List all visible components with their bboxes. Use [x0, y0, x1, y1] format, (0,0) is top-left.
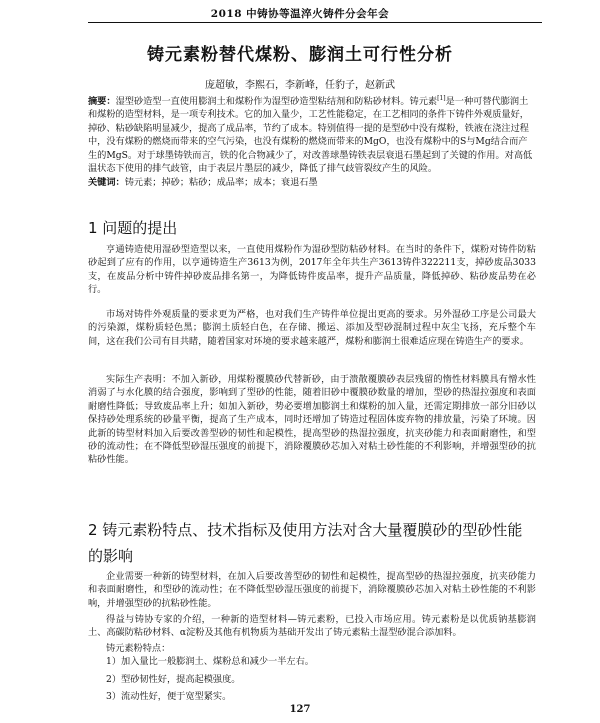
list-item: 1）加入量比一般膨润土、煤粉总和减少一半左右。 [106, 656, 314, 667]
list-item: 2）型砂韧性好，提高起模强度。 [106, 673, 241, 685]
article-title: 铸元素粉替代煤粉、膨润土可行性分析 [147, 45, 453, 65]
keywords-label: 关键词： [88, 176, 125, 188]
section-1-paragraph-1: 亨通铸造使用湿砂型造型以来，一直使用煤粉作为湿砂型防粘砂材料。在当时的条件下，煤粉对铸件防粘砂起到了应有的作用，以亨通铸造生产3613为例，2017年全年共生产3613铸件322211支，掉砂废品3033支，在废品分析中铸件掉砂废品排名第一，为降低铸件废品率，提升产品质量，降低掉砂、粘砂废品势在必行。 [88, 244, 536, 296]
header-rule [88, 22, 542, 23]
running-head: 2018 中铸协等温淬火铸件分会年会 [210, 8, 390, 20]
abstract-text-rest: 是一种可替代膨润土和煤粉的造型材料，是一项专利技术。它的加入量少，工艺性能稳定，在工艺相同的条件下铸件外观质量好，掉砂、粘砂缺陷明显减少，提高了成品率，节约了成本。特别值得一提的是型砂中没有煤粉，铁液在浇注过程中，没有煤粉的燃烧而带来的空气污染，也没有煤粉的燃烧而带来的MgO，也没有煤粉中的S与Mg结合而产生的MgS。对于球墨铸铁而言，铁的化合物减少了，对改善球墨铸铁表层衰退石墨起到了关键的作用。对高低温状态下使用的排气歧管，由于表层片墨层的减少，降低了排气歧管裂纹产生的风险。 [88, 96, 533, 175]
section-1-paragraph-3: 实际生产表明：不加入新砂，用煤粉覆膜砂代替新砂，由于溃散覆膜砂表层残留的惰性材料膜具有憎水性消弱了与水化膜的结合强度，影响到了型砂的性能，随着旧砂中覆膜砂数量的增加，型砂的热湿拉强度和表面耐磨性降低；导致废品率上升；如加入新砂，势必要增加膨润土和煤粉的加入量，还需定期排放一部分旧砂以保持砂处理系统的砂量平衡，提高了生产成本，同时还增加了铸造过程固体废弃物的排放量，污染了环境。因此新的铸型材料加入后要改善型砂的韧性和起模性，提高型砂的热湿拉强度，抗夹砂能力和表面耐磨性，和型砂的流动性；在不降低型砂湿压强度的前提下，消除覆膜砂芯加入对粘土砂性能的不利影响，并增强型砂的抗粘砂性能。 [88, 374, 536, 466]
abstract-text: 湿型砂造型一直使用膨润土和煤粉作为湿型砂造型粘结剂和防粘砂材料。铸元素 [115, 96, 438, 108]
section-2-paragraph-3: 铸元素粉特点： [106, 643, 171, 654]
section-1-heading: 1 问题的提出 [88, 219, 178, 237]
feature-list [88, 653, 536, 706]
abstract-label: 摘要： [88, 96, 116, 108]
article-authors: 庞超敏，李熙石，李新峰，任豹子，赵新武 [205, 80, 395, 91]
section-2-paragraph-1: 企业需要一种新的铸型材料，在加入后要改善型砂的韧性和起模性，提高型砂的热湿拉强度，抗夹砂能力和表面耐磨性，和型砂的流动性；在不降低型砂湿压强度的前提下，消除覆膜砂芯加入对粘土砂性能的不利影响，并增强型砂的抗粘砂性能。 [88, 571, 536, 609]
abstract-block [88, 92, 536, 189]
keywords: 铸元素；掉砂；粘砂；成品率；成本；衰退石墨 [124, 176, 318, 188]
page-number: 127 [289, 704, 311, 715]
section-2-heading: 2 铸元素粉特点、技术指标及使用方法对含大量覆膜砂的型砂性能的影响 [88, 521, 523, 565]
section-1-paragraph-2: 市场对铸件外观质量的要求更为严格，也对我们生产铸件单位提出更高的要求。另外湿砂工序是公司最大的污染源，煤粉质轻色黑；膨润土质轻白色，在存储、搬运、添加及型砂混制过程中灰尘飞扬，充斥整个车间，这在我们公司有目共睹，随着国家对环境的要求越来越严，煤粉和膨润土很难适应现在铸造生产的要求。 [88, 309, 536, 347]
citation-ref: [1] [437, 95, 446, 102]
section-2-paragraph-2: 得益与铸协专家的介绍，一种新的造型材料—铸元素粉，已投入市场应用。铸元素粉是以优质钠基膨润土、高碳防粘砂材料、α淀粉及其他有机物质为基础开发出了铸元素粘土湿型砂混合添加料。 [88, 614, 536, 639]
list-item: 3）流动性好，便于宽型紧实。 [106, 691, 232, 702]
